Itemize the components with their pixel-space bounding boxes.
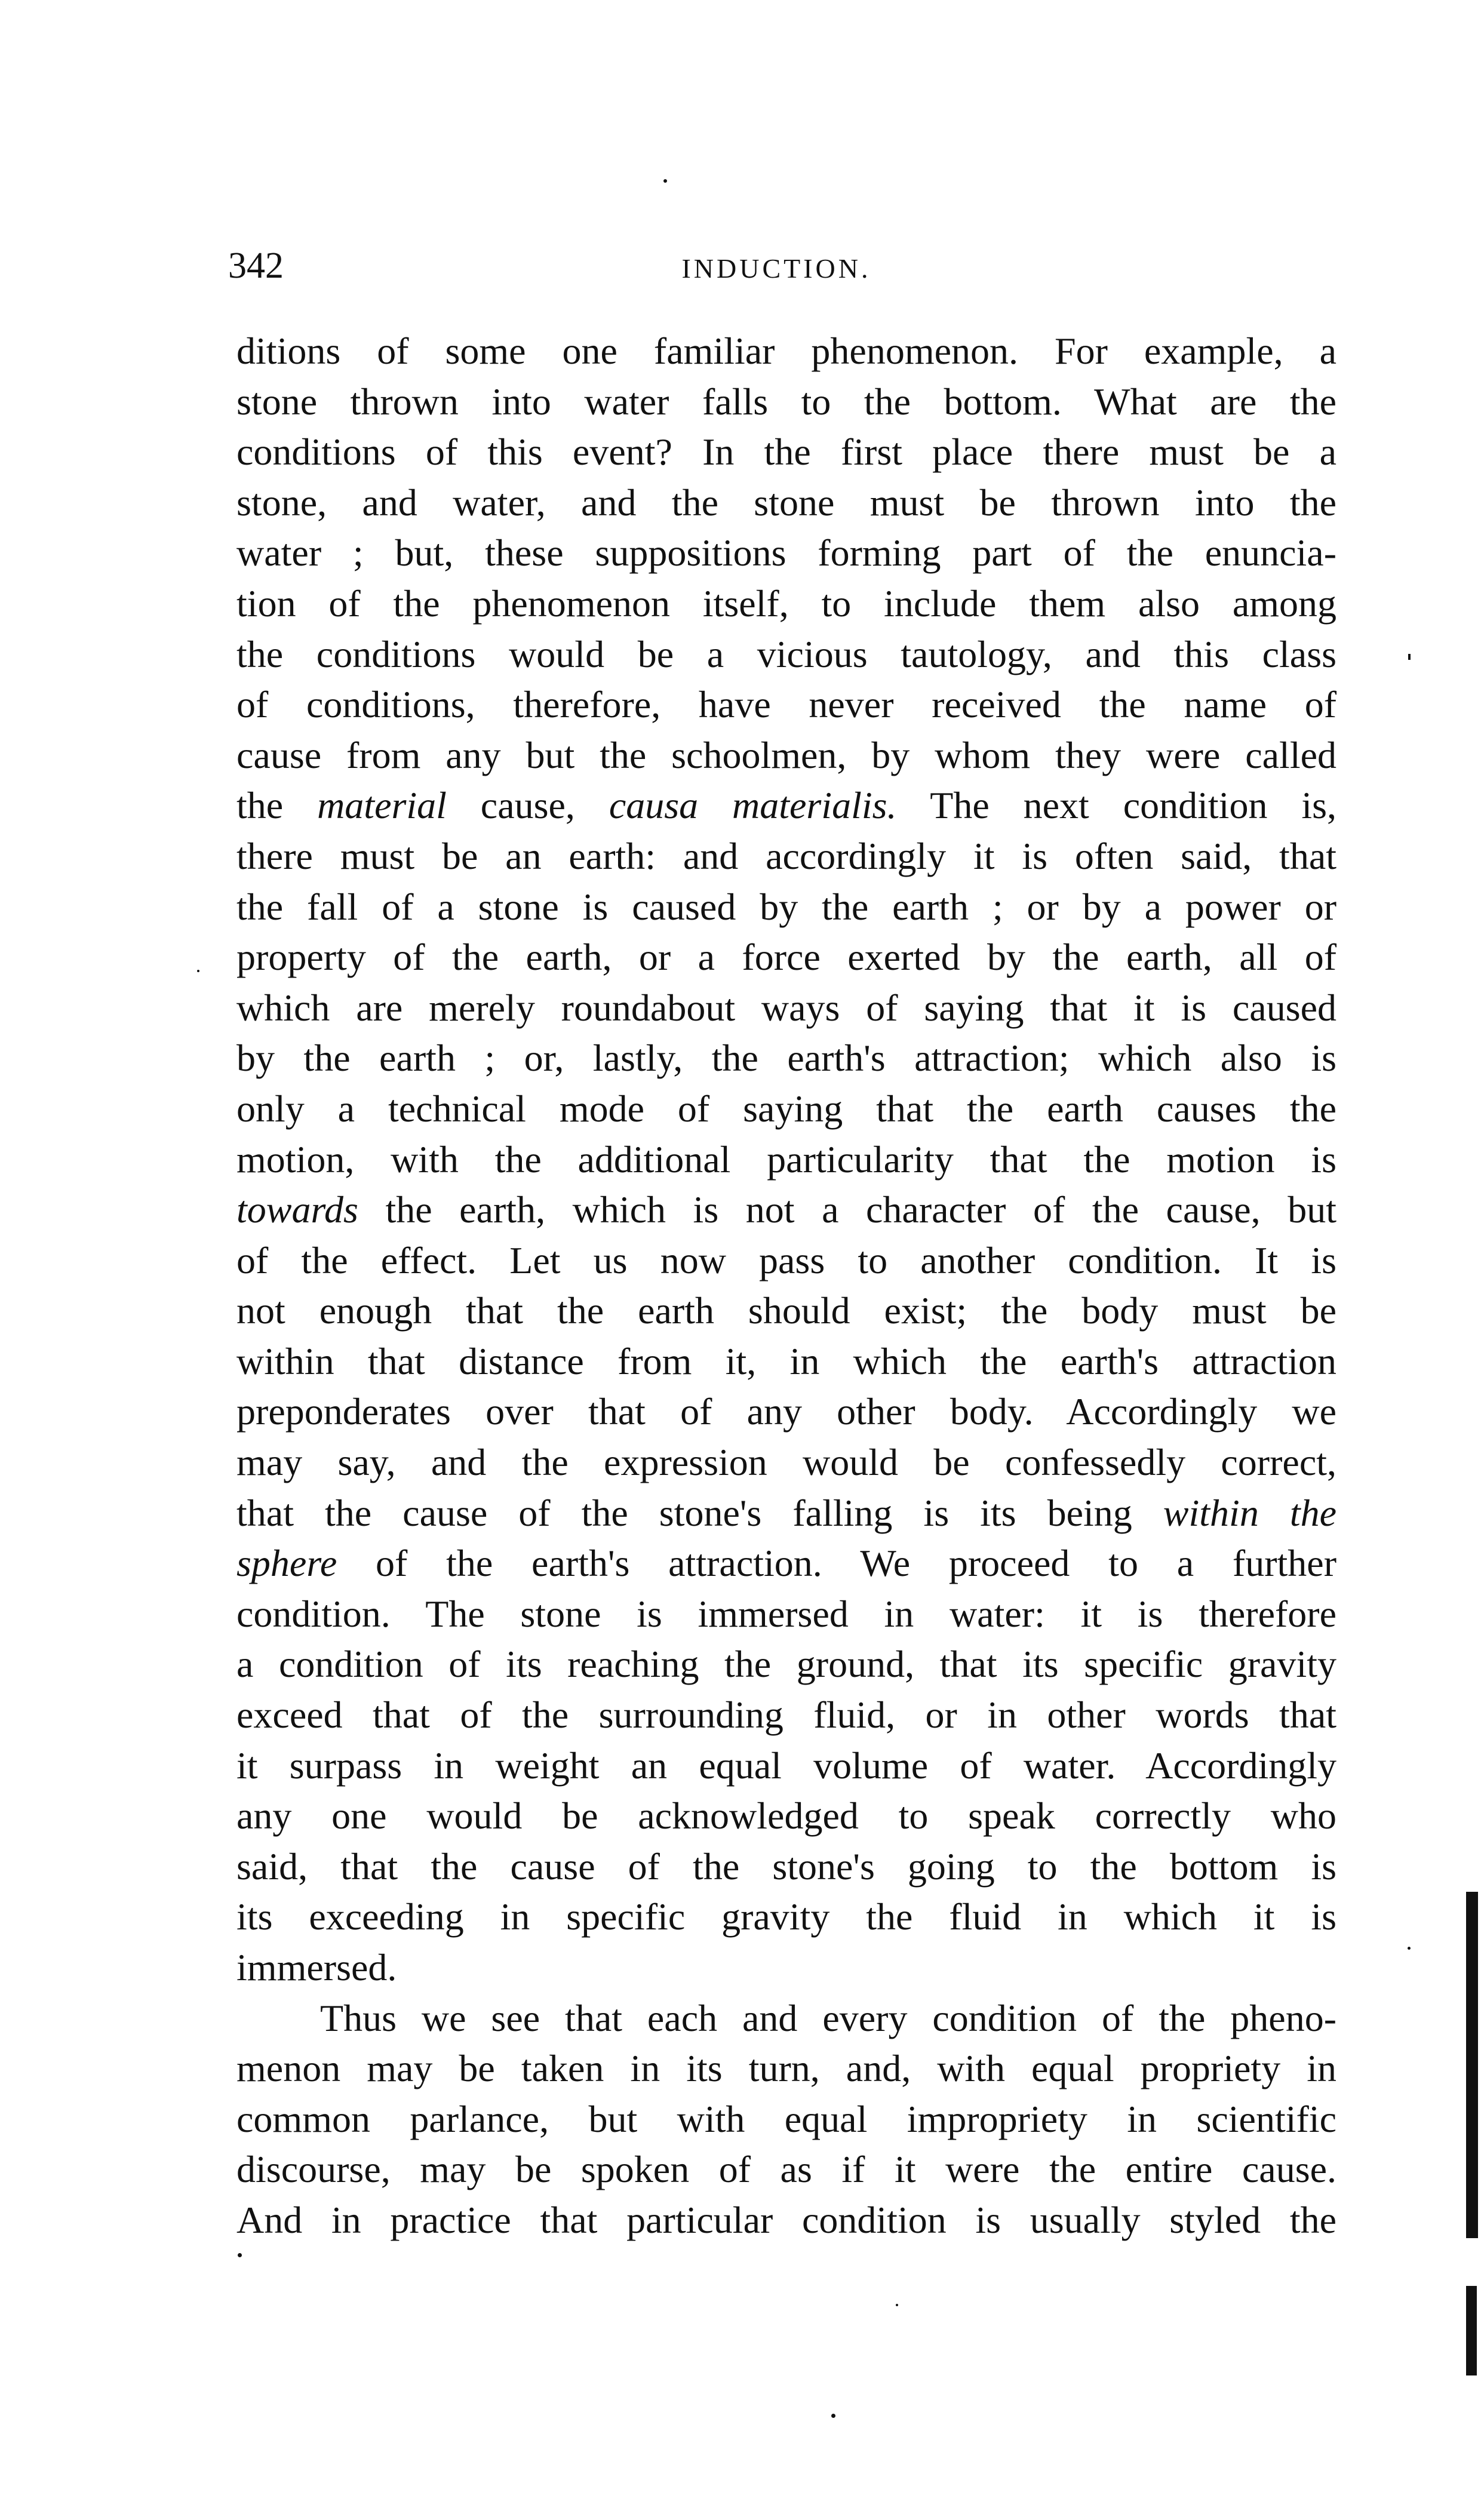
text-segment: there must be an earth: and accordingly it is often said, that [236,834,1336,877]
text-segment: the fall of a stone is caused by the earth ; or by a power or [236,885,1336,928]
text-segment: immersed. [236,1946,397,1989]
scan-edge-mark [1466,1892,1478,2238]
text-line [236,2094,1336,2145]
text-segment: by the earth ; or, lastly, the earth's attraction; which also is [236,1037,1336,1080]
text-line [236,831,1336,882]
scan-dot [896,2304,898,2306]
text-segment: only a technical mode of saying that the earth causes the [236,1087,1336,1130]
text-line [236,1387,1336,1437]
text-segment: any one would be acknowledged to speak correctly who [236,1794,1336,1837]
text-line [236,1892,1336,1943]
text-segment: And in practice that particular condition is usually styled the [236,2198,1336,2241]
text-segment: water ; but, these suppositions forming part of the enuncia- [236,531,1336,574]
text-line [236,780,1336,831]
body-text [236,326,1336,2246]
text-line [236,1286,1336,1336]
text-segment: exceed that of the surrounding fluid, or in other words that [236,1694,1336,1737]
text-line [236,377,1336,428]
text-line [236,1589,1336,1640]
text-line [236,983,1336,1034]
text-segment: ditions of some one familiar phenomenon. For example, a [236,330,1336,372]
text-segment: it surpass in weight an equal volume of water. Accordingly [236,1744,1336,1787]
text-segment: menon may be taken in its turn, and, with equal propriety in [236,2047,1336,2090]
italic-text: sphere [236,1542,337,1585]
text-segment: a condition of its reaching the ground, that its specific gravity [236,1643,1336,1686]
text-segment: common parlance, but with equal impropriety in scientific [236,2097,1336,2140]
text-segment: may say, and the expression would be confessedly correct, [236,1441,1336,1484]
text-segment: not enough that the earth should exist; the body must be [236,1289,1336,1332]
text-segment: stone, and water, and the stone must be thrown into the [236,481,1336,524]
text-segment: The next condition is, [896,784,1337,827]
text-segment: that the cause of the stone's falling is its being [236,1491,1163,1534]
text-line [236,1336,1336,1387]
text-line [236,427,1336,478]
text-segment: condition. The stone is immersed in water: it is therefore [236,1592,1336,1635]
scan-dot [238,2253,242,2257]
text-segment: of the earth's attraction. We proceed to a further [337,1542,1336,1585]
text-segment: cause from any but the schoolmen, by whom they were called [236,733,1336,776]
scan-dot [1408,654,1411,660]
text-segment: the [236,784,318,827]
text-line [236,2144,1336,2195]
text-segment: conditions of this event? In the first place there must be a [236,431,1336,474]
text-line [236,932,1336,983]
text-segment: which are merely roundabout ways of saying that it is caused [236,986,1336,1029]
text-line [236,1033,1336,1084]
text-segment: cause, [446,784,609,827]
text-line [236,1084,1336,1135]
text-line [236,1135,1336,1185]
text-line [236,1437,1336,1488]
text-segment: its exceeding in specific gravity the fluid in which it is [236,1895,1336,1938]
text-line [236,1185,1336,1236]
text-segment: of the effect. Let us now pass to another condition. It is [236,1239,1336,1281]
text-line [236,1488,1336,1539]
scan-dot [663,179,667,183]
text-line [236,326,1336,377]
scan-edge-mark [1466,2286,1477,2375]
text-segment: the earth, which is not a character of the cause, but [358,1188,1336,1231]
text-line [236,1791,1336,1842]
italic-text: within the [1163,1491,1337,1534]
text-line [236,1842,1336,1892]
text-segment: Thus we see that each and every condition of the pheno- [320,1996,1336,2039]
running-head: INDUCTION. [681,253,871,284]
text-line [236,1639,1336,1690]
text-segment: tion of the phenomenon itself, to include them also among [236,582,1336,625]
text-segment: property of the earth, or a force exerted by the earth, all of [236,936,1336,979]
text-line [236,680,1336,730]
text-line [236,1993,1336,2044]
text-segment: of conditions, therefore, have never received the name of [236,683,1336,726]
page-number: 342 [228,245,284,286]
text-line [236,730,1336,781]
text-line [236,882,1336,933]
text-line [236,2195,1336,2246]
text-segment: the conditions would be a vicious tautology, and this class [236,632,1336,675]
text-segment: preponderates over that of any other body. Accordingly we [236,1390,1336,1433]
text-line [236,1943,1336,1993]
text-line [236,1690,1336,1741]
text-line [236,579,1336,629]
scan-dot [197,970,199,972]
text-line [236,1538,1336,1589]
scan-dot [1408,1947,1411,1950]
text-segment: stone thrown into water falls to the bottom. What are the [236,380,1336,423]
italic-text: causa materialis. [609,784,897,827]
text-line [236,478,1336,528]
scan-dot [831,2414,835,2418]
text-segment: said, that the cause of the stone's going to the bottom is [236,1845,1336,1888]
italic-text: material [317,784,447,827]
italic-text: towards [236,1188,358,1231]
text-line [236,1741,1336,1791]
text-segment: motion, with the additional particularity that the motion is [236,1138,1336,1181]
text-segment: discourse, may be spoken of as if it were the entire cause. [236,2148,1336,2191]
text-line [236,1236,1336,1286]
text-segment: within that distance from it, in which the earth's attraction [236,1339,1336,1382]
text-line [236,2043,1336,2094]
text-line [236,528,1336,579]
text-line [236,629,1336,680]
